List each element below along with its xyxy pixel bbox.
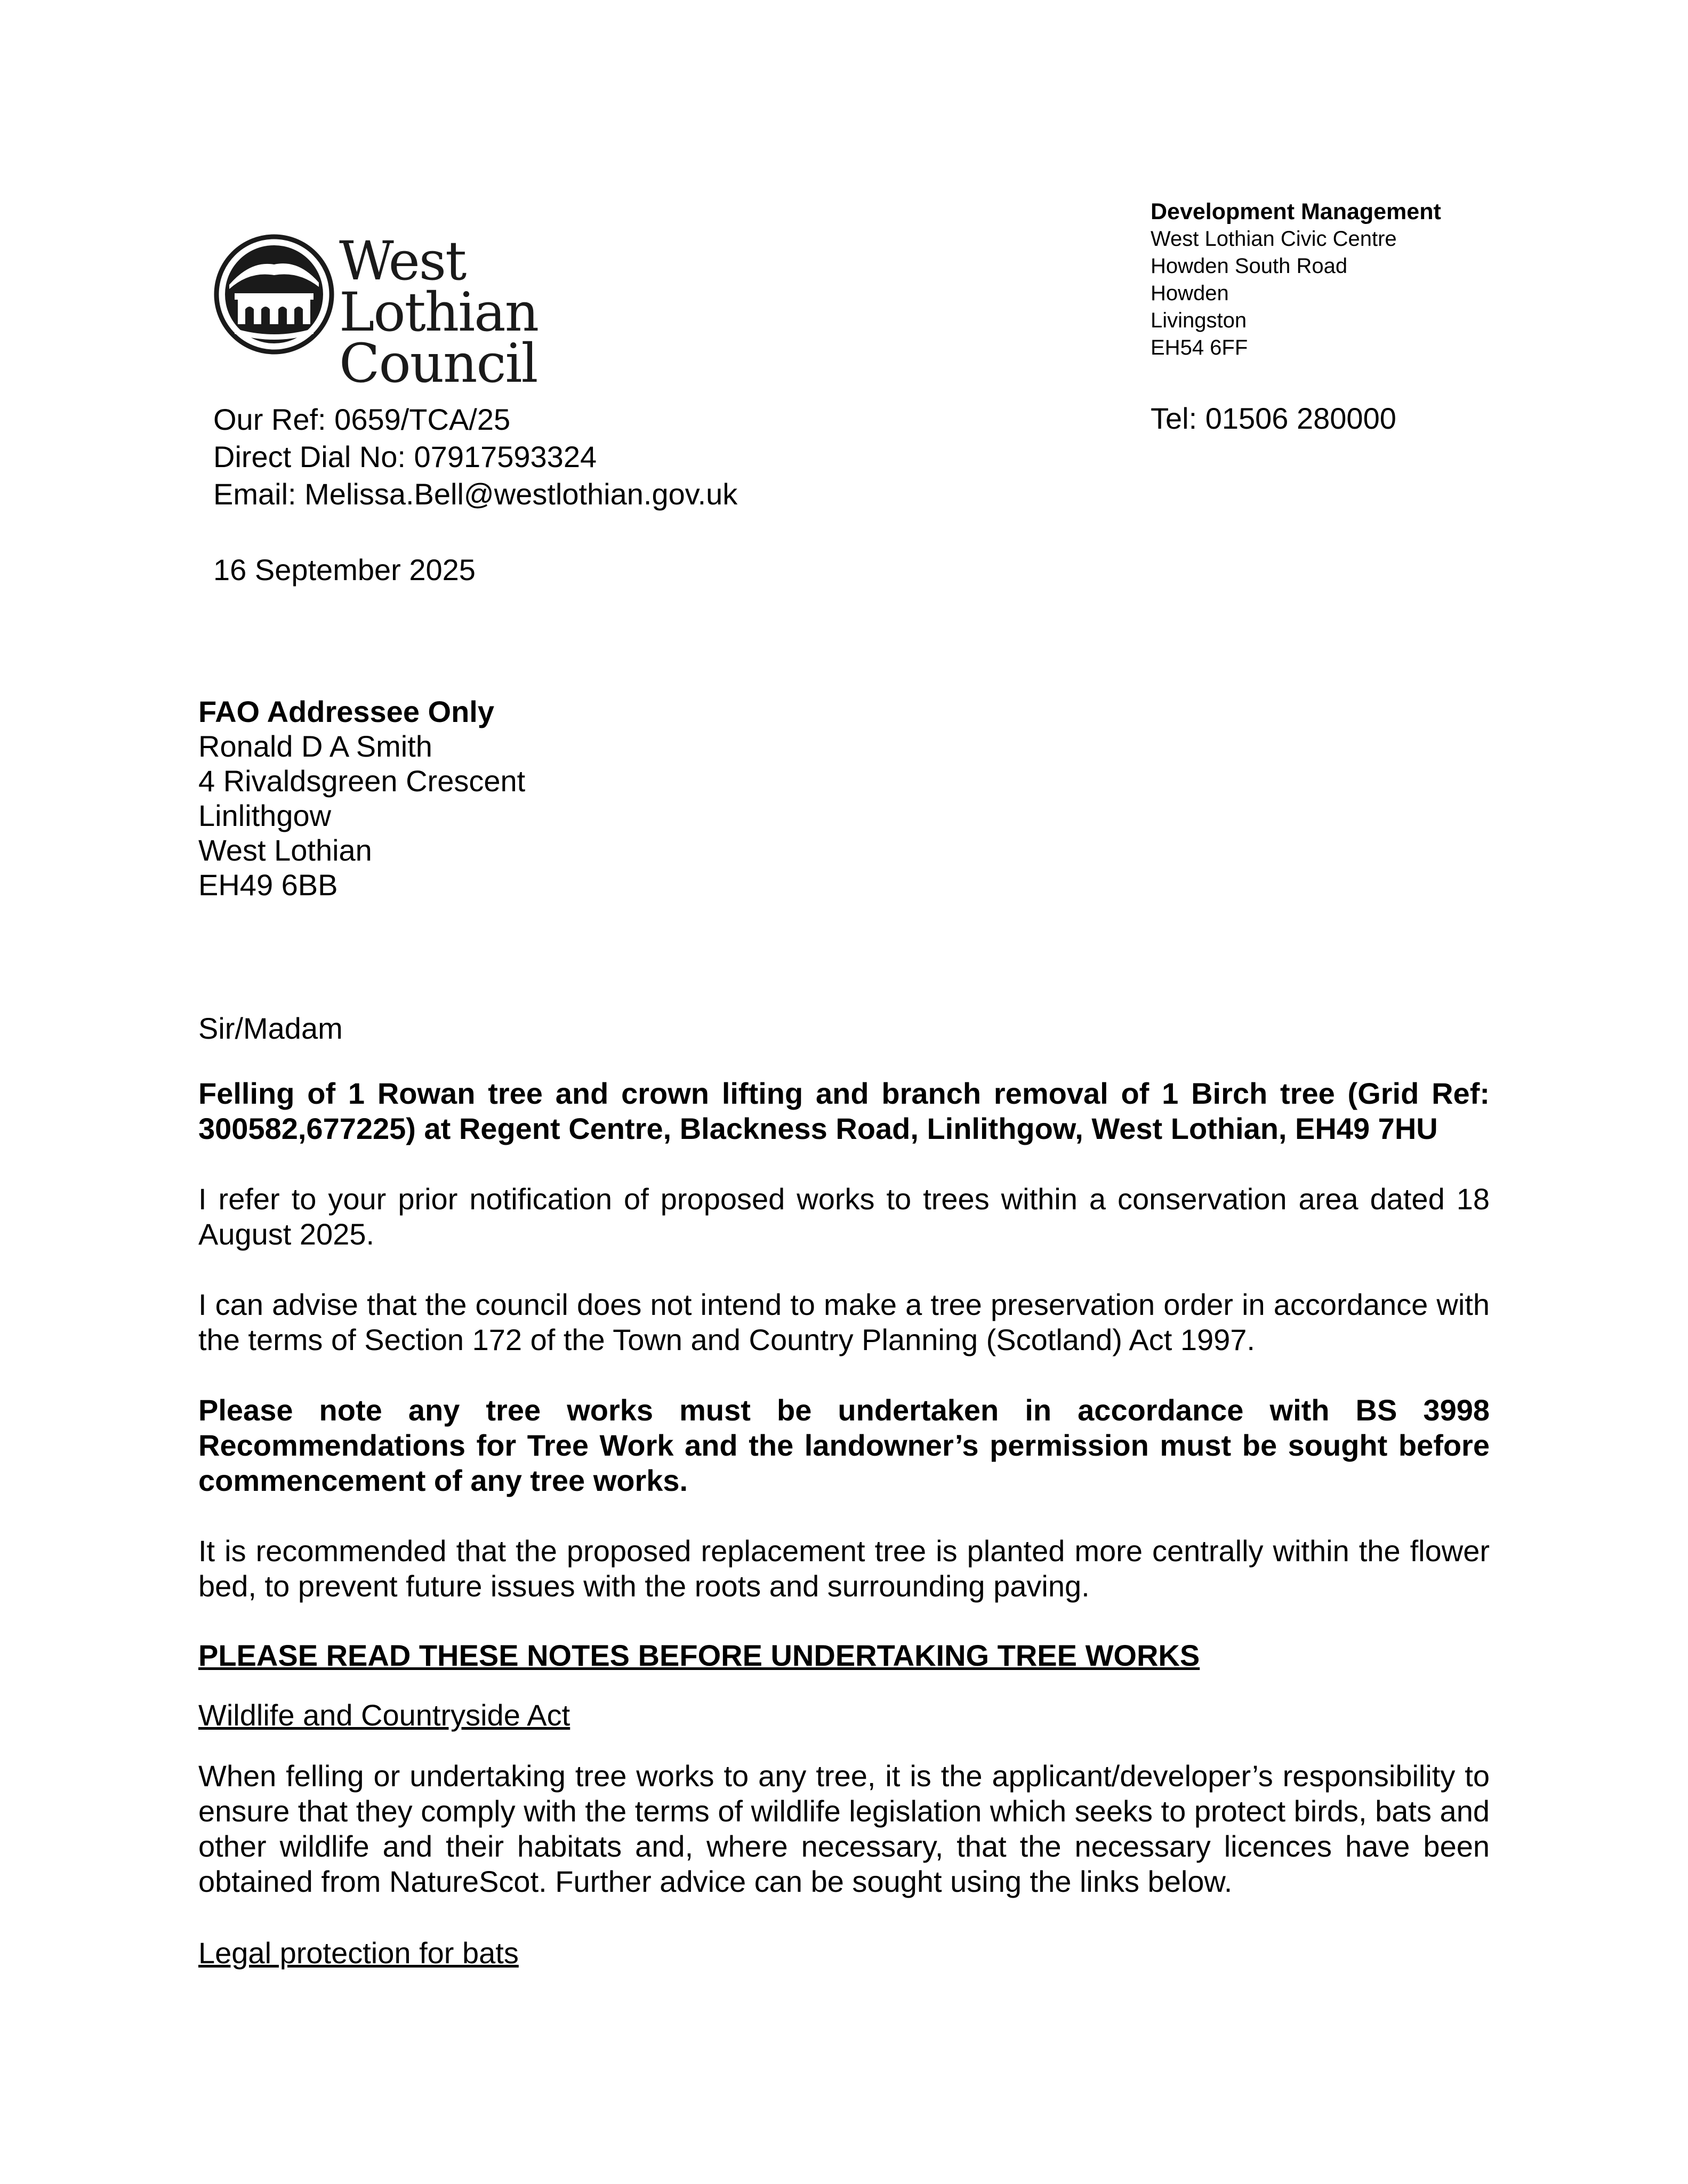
address-line: Livingston: [1151, 309, 1247, 332]
sender-address: [1151, 198, 1441, 362]
reference-block: [213, 401, 737, 513]
department-name: Development Management: [1151, 199, 1441, 224]
wildlife-heading: Wildlife and Countryside Act: [198, 1698, 570, 1732]
logo-line-1: West Lothian: [339, 230, 538, 343]
letter-date: 16 September 2025: [213, 553, 476, 587]
paragraph-wildlife: When felling or undertaking tree works to any tree, it is the applicant/developer’s responsibility to ensure that they comply with the terms of wildlife legislation which seeks to protect birds, bats and other wildlife and their habitats and, where necessary, that the necessary licences have been obtained from NatureScot. Further advice can be sought using the links below.: [198, 1759, 1490, 1898]
council-emblem-icon: [213, 234, 335, 355]
email: Email: Melissa.Bell@westlothian.gov.uk: [213, 477, 738, 511]
fao-line: FAO Addressee Only: [198, 695, 494, 728]
our-ref: Our Ref: 0659/TCA/25: [213, 403, 511, 436]
address-line: EH54 6FF: [1151, 336, 1248, 359]
paragraph-bs3998: Please note any tree works must be undertaken in accordance with BS 3998 Recommendations for Tree Work and the landowner’s permission must be sought before commencement of any tree works.: [198, 1393, 1490, 1497]
paragraph-replacement-tree: It is recommended that the proposed replacement tree is planted more centrally within the flower bed, to prevent future issues with the roots and surrounding paving.: [198, 1534, 1490, 1603]
direct-dial: Direct Dial No: 07917593324: [213, 440, 597, 473]
logo-line-2: Council: [339, 332, 537, 395]
address-line: Howden: [1151, 282, 1229, 305]
paragraph-tpo: I can advise that the council does not intend to make a tree preservation order in accordance with the terms of Section 172 of the Town and Country Planning (Scotland) Act 1997.: [198, 1288, 1490, 1356]
council-logo: [213, 230, 672, 395]
logo-wordmark: [339, 230, 672, 395]
address-line: West Lothian Civic Centre: [1151, 227, 1397, 251]
paragraph-notification: I refer to your prior notification of proposed works to trees within a conservation area dated 18 August 2025.: [198, 1182, 1490, 1251]
telephone: Tel: 01506 280000: [1151, 402, 1396, 435]
bats-link[interactable]: Legal protection for bats: [198, 1936, 519, 1970]
recipient-line: 4 Rivaldsgreen Crescent: [198, 764, 526, 798]
salutation: Sir/Madam: [198, 1011, 343, 1045]
recipient-line: Ronald D A Smith: [198, 729, 432, 763]
notes-heading: PLEASE READ THESE NOTES BEFORE UNDERTAKING TREE WORKS: [198, 1639, 1200, 1672]
address-line: Howden South Road: [1151, 254, 1348, 278]
recipient-line: EH49 6BB: [198, 868, 338, 902]
recipient-line: Linlithgow: [198, 799, 332, 832]
recipient-line: West Lothian: [198, 833, 372, 867]
recipient-address: [198, 694, 525, 902]
subject-line: Felling of 1 Rowan tree and crown lifting and branch removal of 1 Birch tree (Grid Ref: 300582,677225) at Regent Centre, Blackness Road, Linlithgow, West Lothian, EH49 7HU: [198, 1077, 1490, 1145]
